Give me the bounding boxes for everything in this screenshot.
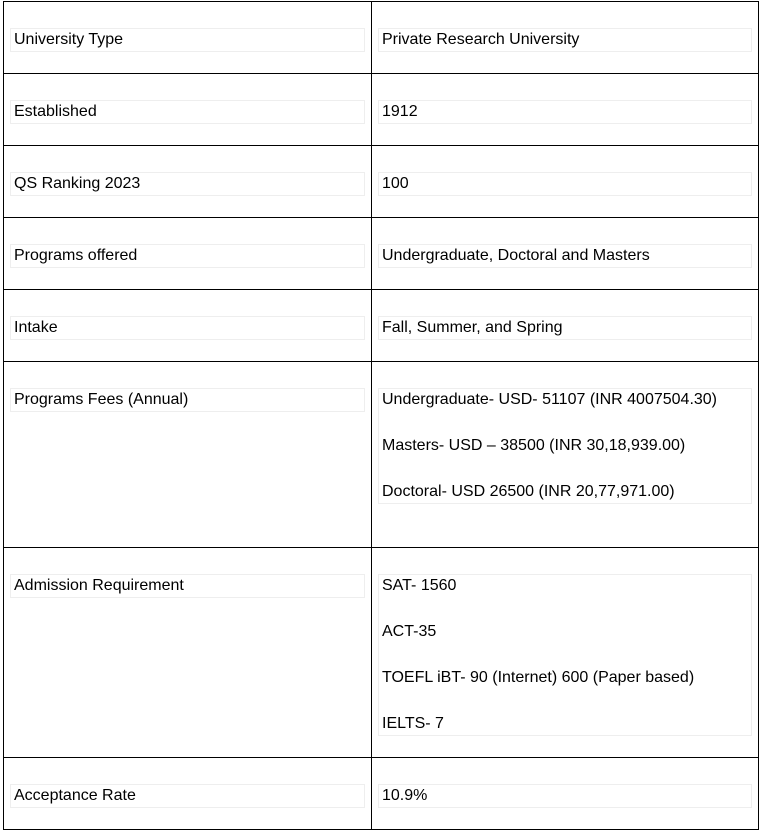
value-cell <box>372 758 759 830</box>
key-cell <box>4 362 372 548</box>
value-cell <box>372 74 759 146</box>
key-label: Admission Requirement <box>10 574 365 598</box>
key-label: QS Ranking 2023 <box>10 172 365 196</box>
key-cell <box>4 548 372 758</box>
value-cell <box>372 290 759 362</box>
value-text: 1912 <box>378 100 752 124</box>
key-cell <box>4 2 372 74</box>
requirement-act: ACT-35 <box>382 623 437 640</box>
key-cell <box>4 290 372 362</box>
key-cell <box>4 218 372 290</box>
key-label: Intake <box>10 316 365 340</box>
key-cell <box>4 74 372 146</box>
value-cell <box>372 218 759 290</box>
fee-undergraduate: Undergraduate- USD- 51107 (INR 4007504.30) <box>382 391 718 408</box>
value-text: Fall, Summer, and Spring <box>378 316 752 340</box>
table-row <box>4 146 759 218</box>
key-label: Programs offered <box>10 244 365 268</box>
requirement-ielts: IELTS- 7 <box>382 715 444 732</box>
table-row <box>4 548 759 758</box>
value-text: Private Research University <box>378 28 752 52</box>
table-row <box>4 2 759 74</box>
value-cell <box>372 146 759 218</box>
requirement-sat: SAT- 1560 <box>382 577 457 594</box>
key-label: Acceptance Rate <box>10 784 365 808</box>
admission-requirements-list <box>378 574 752 736</box>
key-cell <box>4 758 372 830</box>
value-text: 10.9% <box>378 784 752 808</box>
table-row <box>4 218 759 290</box>
fee-doctoral: Doctoral- USD 26500 (INR 20,77,971.00) <box>382 483 675 500</box>
key-cell <box>4 146 372 218</box>
value-text: 100 <box>378 172 752 196</box>
university-info-table <box>3 1 759 830</box>
table-row <box>4 362 759 548</box>
value-cell <box>372 362 759 548</box>
value-cell <box>372 548 759 758</box>
value-cell <box>372 2 759 74</box>
key-label: University Type <box>10 28 365 52</box>
fees-list <box>378 388 752 504</box>
key-label: Established <box>10 100 365 124</box>
fee-masters: Masters- USD – 38500 (INR 30,18,939.00) <box>382 437 686 454</box>
table-row <box>4 74 759 146</box>
requirement-toefl: TOEFL iBT- 90 (Internet) 600 (Paper based) <box>382 669 695 686</box>
key-label: Programs Fees (Annual) <box>10 388 365 412</box>
table-row <box>4 758 759 830</box>
table-row <box>4 290 759 362</box>
value-text: Undergraduate, Doctoral and Masters <box>378 244 752 268</box>
